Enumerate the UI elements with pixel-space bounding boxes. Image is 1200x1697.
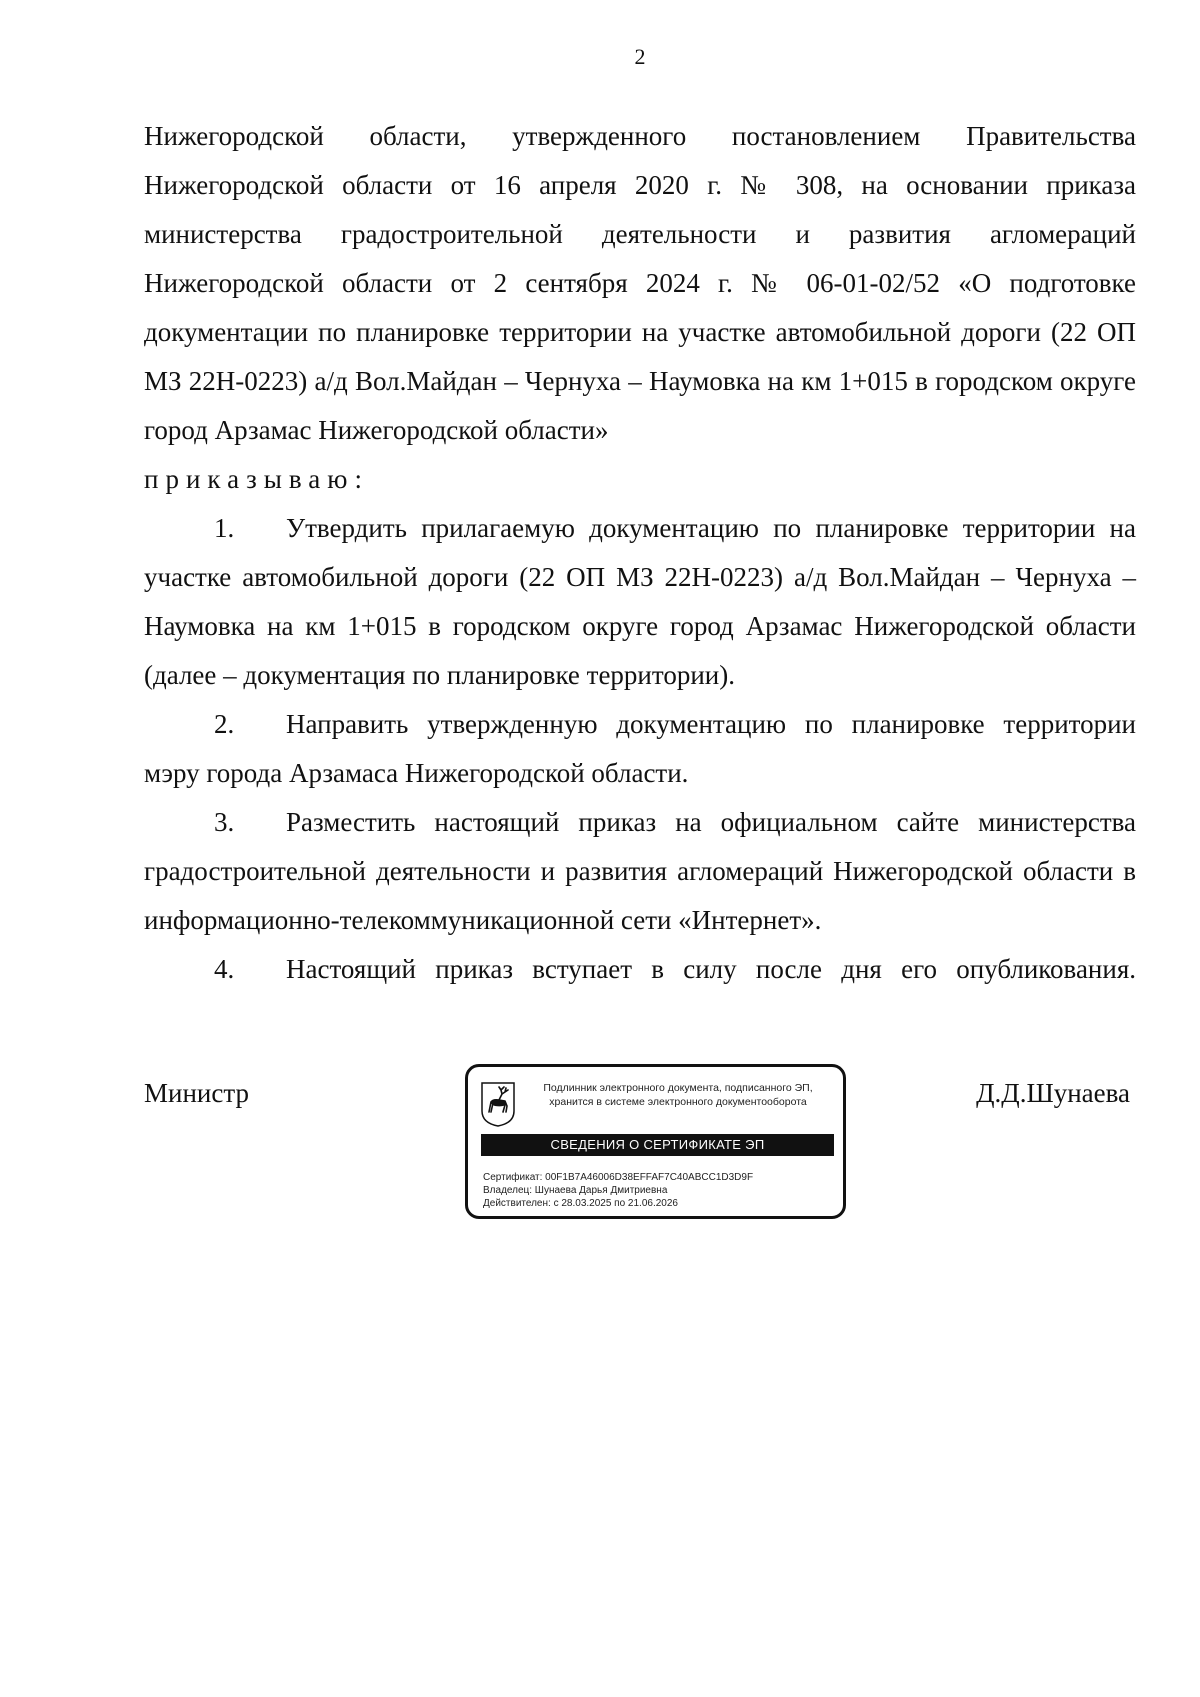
signature-block	[0, 1078, 1200, 1238]
stamp-header	[528, 1081, 828, 1109]
stamp-header-line: хранится в системе электронного документооборота	[549, 1096, 807, 1108]
certificate-details	[483, 1171, 753, 1210]
item-text: Утвердить прилагаемую документацию по планировке территории на участке автомобильной дороги (22 ОП МЗ 22Н-0223) а/д Вол.Майдан – Чернуха – Наумовка на км 1+015 в городском округе город Арзамас Нижегородской области (далее – документация по планировке территории).	[144, 513, 1136, 690]
intro-paragraph: Нижегородской области, утвержденного постановлением Правительства Нижегородской области от 16 апреля 2020 г. № 308, на основании приказа министерства градостроительной деятельности и развития агломераций Нижегородской области от 2 сентября 2024 г. № 06-01-02/52 «О подготовке документации по планировке территории на участке автомобильной дороги (22 ОП МЗ 22Н-0223) а/д Вол.Майдан – Чернуха – Наумовка на км 1+015 в городском округе город Арзамас Нижегородской области»	[144, 121, 1136, 445]
signer-name: Д.Д.Шунаева	[976, 1078, 1130, 1108]
item-number: 1.	[214, 513, 235, 543]
item-number: 3.	[214, 807, 235, 837]
deer-coat-of-arms-icon	[480, 1081, 516, 1127]
order-item-1	[144, 504, 1136, 700]
document-body	[144, 112, 1136, 994]
order-word: приказываю:	[144, 464, 369, 494]
item-text: Направить утвержденную документацию по планировке территории мэру города Арзамаса Нижегородской области.	[144, 709, 1136, 788]
order-item-4	[144, 945, 1136, 994]
certificate-number: Сертификат: 00F1B7A46006D38EFFAF7C40ABCC1D3D9F	[483, 1172, 754, 1183]
item-number: 4.	[214, 954, 235, 984]
item-number: 2.	[214, 709, 235, 739]
certificate-owner: Владелец: Шунаева Дарья Дмитриевна	[483, 1185, 668, 1196]
item-text: Настоящий приказ вступает в силу после дня его опубликования.	[286, 954, 1136, 984]
certificate-validity: Действителен: с 28.03.2025 по 21.06.2026	[483, 1198, 678, 1209]
order-item-3	[144, 798, 1136, 945]
signer-position: Министр	[144, 1078, 249, 1108]
item-text: Разместить настоящий приказ на официальном сайте министерства градостроительной деятельности и развития агломераций Нижегородской области в информационно-телекоммуникационной сети «Интернет».	[144, 807, 1136, 935]
electronic-signature-stamp	[465, 1064, 846, 1219]
certificate-info-bar: СВЕДЕНИЯ О СЕРТИФИКАТЕ ЭП	[481, 1134, 834, 1156]
stamp-header-line: Подлинник электронного документа, подписанного ЭП,	[543, 1082, 813, 1094]
order-item-2	[144, 700, 1136, 798]
page-number: 2	[634, 44, 646, 69]
